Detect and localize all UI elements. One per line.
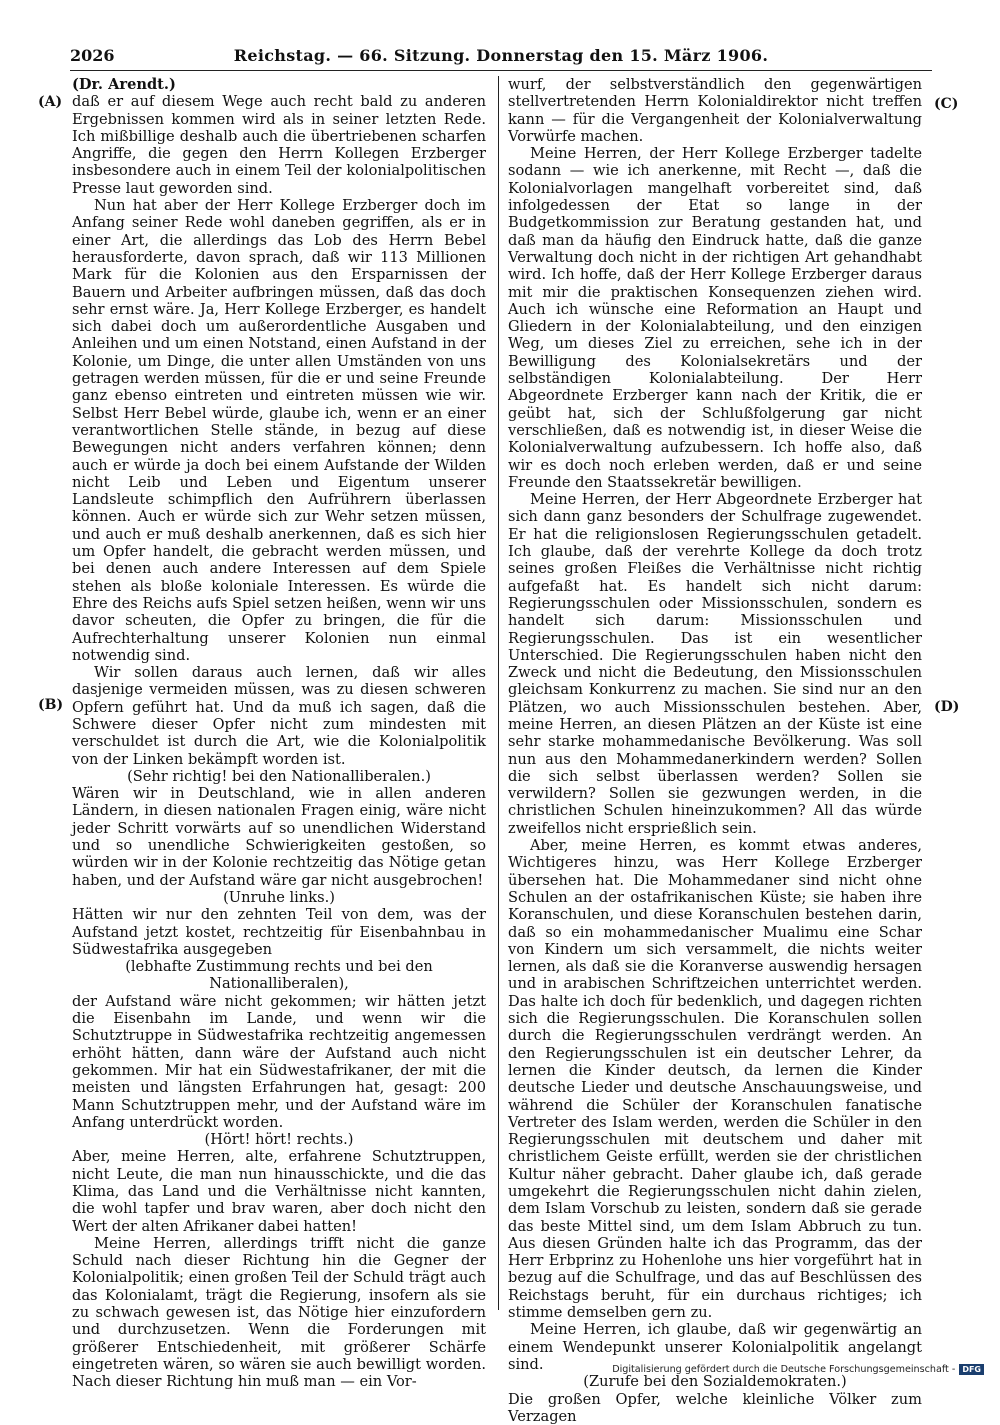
- interjection: (Zurufe bei den Sozialdemokraten.): [583, 1373, 847, 1391]
- interjection: (Sehr richtig! bei den Nationalliberalen.): [127, 767, 431, 785]
- paragraph: Die großen Opfer, welche kleinliche Völker zum Verzagen: [508, 1390, 922, 1425]
- page-number: 2026: [70, 46, 115, 65]
- paragraph: Wir sollen daraus auch lernen, daß wir alles dasjenige vermeiden müssen, was zu diesen schweren Opfern geführt hat. Und da muß ich sagen, daß die Schwere dieser Opfer nicht zum mindesten mit verschuldet ist durch die Art, wie die Kolonialpolitik von der Linken bekämpft worden ist.: [72, 664, 486, 768]
- running-title: Reichstag. — 66. Sitzung. Donnerstag den 15. März 1906.: [233, 46, 769, 65]
- interjection: (lebhafte Zustimmung rechts und bei den Nationalliberalen),: [125, 958, 433, 993]
- interjection: (Unruhe links.): [223, 888, 335, 906]
- interjection: (Hört! hört! rechts.): [204, 1131, 354, 1149]
- paragraph: Hätten wir nur den zehnten Teil von dem, was der Aufstand jetzt kostet, rechtzeitig für Eisenbahnbau in Südwestafrika ausgegeben: [72, 906, 486, 958]
- paragraph: Aber, meine Herren, alte, erfahrene Schutztruppen, nicht Leute, die man nun hinausschickte, und die das Klima, das Land und die Verhältnisse nicht kannten, die wohl tapfer und brav waren, aber doch nicht den Wert der alten Afrikaner dabei hatten!: [72, 1148, 486, 1235]
- paragraph: der Aufstand wäre nicht gekommen; wir hätten jetzt die Eisenbahn im Lande, und wenn wir die Schutztruppe in Südwestafrika rechtzeitig angemessen erhöht hätten, dann wäre der Aufstand auch nicht gekommen. Mir hat ein Südwestafrikaner, der mit die meisten und längsten Erfahrungen hat, gesagt: 200 Mann Schutztruppen mehr, und der Aufstand wäre im Anfang unterdrückt worden.: [72, 992, 486, 1131]
- paragraph: Wären wir in Deutschland, wie in allen anderen Ländern, in diesen nationalen Fragen einig, wäre nicht jeder Schritt vorwärts auf so unendlichen Widerstand und so unendliche Schwierigkeiten gestoßen, so würden wir in der Kolonie rechtzeitig das Nötige getan haben, und der Aufstand wäre gar nicht ausgebrochen!: [72, 785, 486, 889]
- paragraph: Meine Herren, der Herr Abgeordnete Erzberger hat sich dann ganz besonders der Schulfrage zugewendet. Er hat die religionslosen Regierungsschulen getadelt. Ich glaube, daß der verehrte Kollege da doch trotz seines großen Fleißes die Verhältnisse nicht richtig aufgefaßt hat. Es handelt sich nicht darum: Regierungsschulen oder Missionsschulen, sondern es handelt sich darum: Missionsschulen und Regierungsschulen. Das ist ein wesentlicher Unterschied. Die Regierungsschulen haben nicht den Zweck und nicht die Bedeutung, den Missionsschulen gleichsam Konkurrenz zu machen. Sie sind nur an den Plätzen, wo auch Missionsschulen bestehen. Aber, meine Herren, an diesen Plätzen an der Küste ist eine sehr starke mohammedanische Bevölkerung. Was soll nun aus den Mohammedanerkindern werden? Sollen die sich selbst überlassen werden? Sollen sie verwildern? Sollen sie gezwungen werden, in die christlichen Schulen hineinzukommen? All das würde zweifellos nicht ersprießlich sein.: [508, 491, 922, 837]
- paragraph: Aber, meine Herren, es kommt etwas anderes, Wichtigeres hinzu, was Herr Kollege Erzberger übersehen hat. Die Mohammedaner sind nicht ohne Schulen an der ostafrikanischen Küste; sie haben ihre Koranschulen, und diese Koranschulen bestehen darin, daß so ein mohammedanischer Mualimu eine Schar von Kindern um sich versammelt, die nichts weiter lernen, als daß sie die Koranverse auswendig hersagen und in arabischen Schriftzeichen unterrichtet werden. Das halte ich doch für bedenklich, und dagegen richten sich die Regierungsschulen. Die Koranschulen sollen durch die Regierungsschulen verdrängt werden. An den Regierungsschulen ist ein deutscher Lehrer, da lernen die Kinder deutsch, da lernen die Kinder deutsche Lieder und deutsche Anschauungsweise, und während die Schüler der Koranschulen fanatische Vertreter des Islam werden, werden die Schüler in den Regierungsschulen mit deutschem und daher mit christlichem Geiste erfüllt, werden sie der christlichen Kultur näher gebracht. Daher glaube ich, daß gerade umgekehrt die Regierungsschulen nicht dahin zielen, dem Islam Vorschub zu leisten, sondern daß sie gerade das beste Mittel sind, um dem Islam Abbruch zu tun. Aus diesen Gründen halte ich das Programm, das der Herr Erbprinz zu Hohenlohe uns hier vorgeführt hat in bezug auf die Schulfrage, und das auf Beschlüssen des Reichstags beruht, für ein durchaus richtiges; ich stimme demselben gern zu.: [508, 837, 922, 1322]
- margin-marker-b: (B): [38, 697, 64, 713]
- speaker-label: (Dr. Arendt.): [72, 76, 176, 93]
- paragraph: Meine Herren, allerdings trifft nicht die ganze Schuld nach dieser Richtung hin die Gegner der Kolonialpolitik; einen großen Teil der Schuld trägt auch das Kolonialamt, trägt die Regierung, insofern als sie zu schwach gewesen ist, das Nötige hier einzufordern und durchzusetzen. Wenn die Forderungen mit größerer Entschiedenheit, mit größerer Schärfe eingetreten wären, so wären sie auch bewilligt worden. Nach dieser Richtung hin muß man — ein Vor-: [72, 1234, 486, 1391]
- column-divider: [498, 76, 499, 1310]
- left-column: [72, 76, 486, 1391]
- paragraph: Meine Herren, ich glaube, daß wir gegenwärtig an einem Wendepunkt unserer Kolonialpolitik angelangt sind.: [508, 1321, 922, 1373]
- dfg-logo: DFG: [959, 1364, 984, 1375]
- footer-credit: Digitalisierung gefördert durch die Deutsche Forschungsgemeinschaft -: [612, 1364, 956, 1375]
- right-column: [508, 76, 922, 1425]
- footer: [612, 1364, 984, 1375]
- paragraph: daß er auf diesem Wege auch recht bald zu anderen Ergebnissen kommen wird als in seiner letzten Rede. Ich mißbillige deshalb auch die übertriebenen scharfen Angriffe, die gegen den Herrn Kollegen Erzberger insbesondere auch in einem Teil der kolonialpolitischen Presse laut geworden sind.: [72, 93, 486, 197]
- margin-marker-a: (A): [38, 94, 63, 110]
- margin-marker-d: (D): [934, 699, 960, 715]
- paragraph: Nun hat aber der Herr Kollege Erzberger doch im Anfang seiner Rede wohl daneben gegriffen, als er in einer Art, die allerdings das Lob des Herrn Bebel herausforderte, davon sprach, daß wir 113 Millionen Mark für die Kolonien aus den Ersparnissen der Bauern und Arbeiter aufbringen müssen, daß das doch sehr ernst wäre. Ja, Herr Kollege Erzberger, es handelt sich dabei doch um außerordentliche Ausgaben und Anleihen und um einen Notstand, einen Aufstand in der Kolonie, um Dinge, die unter allen Umständen von uns getragen werden müssen, für die er und seine Freunde ganz ebenso eintreten und eintreten müssen wie wir. Selbst Herr Bebel würde, glaube ich, wenn er an einer verantwortlichen Stelle stände, in bezug auf diese Bewegungen nicht anders verfahren können; denn auch er würde ja doch bei einem Aufstande der Wilden nicht Leib und Leben und Eigentum unserer Landsleute schimpflich den Aufrührern überlassen können. Auch er würde sich zur Wehr setzen müssen, und auch er muß deshalb anerkennen, daß es sich hier um Opfer handelt, die gebracht werden müssen, und bei denen auch andere Interessen auf dem Spiele stehen als bloße koloniale Interessen. Es würde die Ehre des Reichs aufs Spiel setzen heißen, wenn wir uns davor scheuten, die Opfer zu bringen, die für die Aufrechterhaltung unserer Kolonien nun einmal notwendig sind.: [72, 197, 486, 664]
- page-header: [70, 46, 932, 72]
- header-rule: [70, 70, 932, 71]
- paragraph: wurf, der selbstverständlich den gegenwärtigen stellvertretenden Herrn Kolonialdirektor nicht treffen kann — für die Vergangenheit der Kolonialverwaltung Vorwürfe machen.: [508, 76, 922, 145]
- margin-marker-c: (C): [934, 96, 959, 112]
- paragraph: Meine Herren, der Herr Kollege Erzberger tadelte sodann — wie ich anerkenne, mit Recht —, daß die Kolonialvorlagen mangelhaft vorbereitet sind, daß infolgedessen der Etat so lange in der Budgetkommission zur Beratung gestanden hat, und daß man da häufig den Eindruck hatte, daß die ganze Verwaltung doch nicht in der richtigen Art gehandhabt wird. Ich hoffe, daß der Herr Kollege Erzberger daraus mit mir die praktischen Konsequenzen ziehen wird. Auch ich wünsche eine Reformation an Haupt und Gliedern in der Kolonialabteilung, und den einzigen Weg, um dieses Ziel zu erreichen, sehe ich in der Bewilligung des Kolonialsekretärs und der selbständigen Kolonialabteilung. Der Herr Abgeordnete Erzberger kann nach der Kritik, die er geübt hat, sich der Schlußfolgerung gar nicht verschließen, daß es notwendig ist, in dieser Weise die Kolonialverwaltung aufzubessern. Ich hoffe also, daß wir es doch noch erleben werden, daß er und seine Freunde den Staatssekretär bewilligen.: [508, 145, 922, 491]
